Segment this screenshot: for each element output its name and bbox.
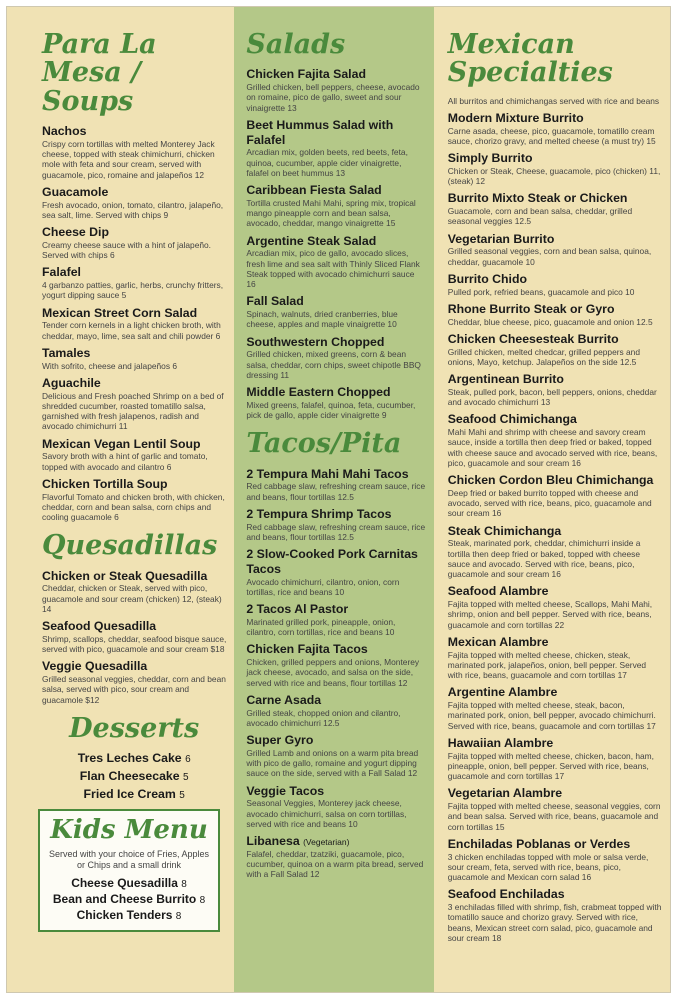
item-name: Cheese Quesadilla	[71, 875, 178, 890]
item-price: 8	[181, 878, 187, 890]
menu-item	[448, 232, 662, 267]
item-description: Flavorful Tomato and chicken broth, with chicken, cheddar, corn and bean salsa, corn chips and cooling guacamole 6	[42, 491, 225, 523]
item-name: 2 Tacos Al Pastor	[246, 602, 349, 617]
item-description: Arcadian mix, pico de gallo, avocado slices, fresh lime and sea salt with Thinly Sliced Flank Steak topped with avocado chimichurri sauce 16	[246, 248, 420, 290]
item-name: Modern Mixture Burrito	[447, 110, 584, 125]
menu-item	[246, 642, 425, 688]
item-description: Fresh avocado, onion, tomato, cilantro, jalapeño, sea salt, lime. Served with chips 9	[42, 199, 224, 220]
item-description: Steak, marinated pork, cheddar, chimichurri inside a tortilla then deep fried or baked, topped with cheese sauce and avocado. Served with rice, beans, pico, guacamole and sour cream 16	[447, 538, 641, 580]
menu-item	[448, 786, 662, 832]
menu-item	[448, 635, 662, 681]
section-title-salads: Salads	[246, 29, 346, 60]
item-name: Chicken or Steak Quesadilla	[42, 568, 208, 583]
dessert-item	[42, 769, 226, 783]
appetizer-list	[42, 124, 226, 522]
item-description: Carne asada, cheese, pico, guacamole, tomatillo cream sauce, chorizo gravy, and melted cheese (a must try) 15	[447, 125, 656, 146]
menu-item	[246, 234, 425, 290]
item-description: 3 enchiladas filled with shrimp, fish, crabmeat topped with tomatillo sauce and chorizo gravy. Served with rice, beans, Mexican street corn salad, pico, guacamole and sour cream 18	[447, 902, 662, 943]
menu-item	[448, 412, 662, 468]
kids-item	[46, 892, 212, 906]
menu-item	[246, 67, 425, 113]
section-title-desserts: Desserts	[69, 712, 200, 744]
menu-page	[6, 6, 671, 993]
vegetarian-tag: (Vegetarian)	[303, 837, 350, 848]
item-name: Vegetarian Burrito	[447, 231, 555, 246]
column-mexican-specialties	[434, 7, 670, 992]
menu-item	[42, 477, 226, 523]
item-name: Carne Asada	[246, 692, 322, 707]
menu-item	[448, 302, 662, 327]
menu-item	[448, 685, 662, 731]
item-name: 2 Tempura Shrimp Tacos	[246, 506, 392, 521]
item-description: Grilled seasonal veggies, corn and bean salsa, quinoa, cheddar, guacamole 10	[447, 246, 652, 267]
menu-item	[246, 784, 425, 830]
item-description: Delicious and Fresh poached Shrimp on a bed of shredded cucumber, roasted tomatillo salsa, garnished with fresh jalapenos, radish and avocado chimichurri 11	[42, 390, 224, 432]
item-description: Fajita topped with melted cheese, Scallops, Mahi Mahi, shrimp, onion and bell pepper. Served with rice, beans, guacamole and corn tortillas 22	[447, 599, 653, 630]
item-name: Seafood Alambre	[447, 584, 549, 599]
kids-menu-note: Served with your choice of Fries, Apples or Chips and a small drink	[48, 848, 210, 871]
specialties-note: All burritos and chimichangas served with rice and beans	[447, 95, 660, 106]
item-description: Steak, pulled pork, bacon, bell peppers, onions, cheddar and avocado chimichurri 13	[447, 386, 657, 408]
item-name: Nachos	[42, 124, 87, 139]
item-description: Grilled steak, chopped onion and cilantro, avocado chimichurri 12.5	[246, 707, 401, 728]
item-name: Seafood Chimichanga	[447, 412, 577, 427]
item-name: Burrito Mixto Steak or Chicken	[447, 191, 628, 206]
menu-item	[42, 225, 226, 260]
item-name: Rhone Burrito Steak or Gyro	[447, 301, 615, 316]
item-description: Guacamole, corn and bean salsa, cheddar, grilled seasonal veggies 12.5	[447, 206, 633, 227]
item-name: Argentine Alambre	[447, 685, 558, 700]
menu-item	[448, 111, 662, 146]
menu-item	[246, 118, 425, 178]
item-description: Cheddar, chicken or Steak, served with pico, guacamole and sour cream (chicken) 12, (steak) 14	[42, 583, 222, 614]
item-description: Shrimp, scallops, cheddar, seafood bisque sauce, served with pico, guacamole and sour cream $18	[42, 633, 227, 655]
item-name: Middle Eastern Chopped	[246, 385, 391, 400]
menu-item	[42, 185, 226, 220]
item-description: Falafel, cheddar, tzatziki, guacamole, pico, cucumber, quinoa on a warm pita bread, served with a Fall Salad 12	[246, 848, 424, 880]
item-description: Mahi Mahi and shrimp with cheese and savory cream sauce, inside a tortilla then deep fried or baked, topped with cheese sauce and avocado served with rice, beans, pico, guacamole and sour cream 16	[447, 427, 658, 468]
kids-menu-box	[38, 809, 220, 932]
menu-item	[42, 437, 226, 472]
item-name: Tamales	[42, 345, 91, 360]
item-description: Pulled pork, refried beans, guacamole and pico 10	[447, 286, 635, 297]
item-name: Steak Chimichanga	[447, 523, 562, 538]
taco-list	[246, 467, 425, 880]
item-description: Avocado chimichurri, cilantro, onion, corn tortillas, rice and beans 10	[246, 576, 400, 597]
menu-item	[448, 524, 662, 580]
kids-item	[46, 908, 212, 922]
item-name: Mexican Alambre	[447, 634, 549, 649]
item-name: Beet Hummus Salad with Falafel	[246, 117, 394, 147]
item-description: Grilled seasonal veggies, cheddar, corn and bean salsa, served with pico, sour cream and guacamole $12	[42, 674, 226, 705]
item-description: Red cabbage slaw, refreshing cream sauce, rice and beans, flour tortillas 12.5	[246, 521, 426, 542]
item-name: Veggie Quesadilla	[42, 659, 148, 674]
menu-item	[42, 346, 226, 371]
item-description: With sofrito, cheese and jalapeños 6	[42, 360, 178, 371]
item-name: Mexican Street Corn Salad	[42, 305, 198, 320]
item-description: Fajita topped with melted cheese, seasonal veggies, corn and bean salsa. Served with rice, beans, guacamole and corn tortillas 15	[447, 801, 661, 832]
item-price: 8	[175, 910, 182, 922]
item-name: Simply Burrito	[447, 151, 533, 166]
item-description: Red cabbage slaw, refreshing cream sauce, rice and beans, flour tortillas 12.5	[246, 481, 426, 502]
item-name: Flan Cheesecake	[79, 769, 180, 784]
item-name: Aguachile	[42, 375, 101, 390]
item-description: Crispy corn tortillas with melted Monterey Jack cheese, topped with steak chimichurri, chicken mole with feta and sour cream, served with guacamole, pico, romaine and jalapeños 12	[42, 138, 215, 180]
item-description: Fajita topped with melted cheese, steak, bacon, marinated pork, onion, bell pepper, avocado chimichurri. Served with rice, beans, guacamole and corn tortillas 17	[447, 700, 656, 731]
item-name: Argentine Steak Salad	[246, 233, 377, 248]
item-name: Cheese Dip	[42, 225, 109, 240]
item-name: Seafood Quesadilla	[42, 619, 157, 634]
item-description: Cheddar, blue cheese, pico, guacamole and onion 12.5	[447, 316, 653, 327]
menu-item	[246, 693, 425, 728]
item-description: Tortilla crusted Mahi Mahi, spring mix, tropical mango pineapple corn and bean salsa, avocado, cheddar, mango vinaigrette 15	[246, 197, 416, 229]
item-description: 3 chicken enchiladas topped with mole or salsa verde, sour cream, feta, served with rice, beans, pico, guacamole and Mexican corn salad 16	[447, 851, 649, 883]
menu-item	[246, 834, 425, 880]
menu-item	[448, 332, 662, 367]
item-name: Super Gyro	[246, 733, 314, 748]
item-description: Spinach, walnuts, dried cranberries, blue cheese, apples and maple vinaigrette 10	[246, 309, 398, 330]
item-name	[246, 834, 425, 849]
menu-item	[42, 619, 226, 654]
item-name: Caribbean Fiesta Salad	[246, 183, 382, 198]
column-appetizers	[7, 7, 234, 992]
item-name: Falafel	[42, 265, 81, 280]
item-name: Chicken Fajita Salad	[246, 67, 366, 82]
item-name: Guacamole	[42, 184, 109, 199]
menu-item	[448, 887, 662, 943]
item-description: Savory broth with a hint of garlic and tomato, topped with avocado and cilantro 6	[42, 451, 208, 472]
menu-item	[448, 372, 662, 407]
item-name: Mexican Vegan Lentil Soup	[42, 436, 201, 451]
dessert-item	[42, 787, 226, 801]
kids-item	[46, 876, 212, 890]
item-name: Fall Salad	[246, 294, 304, 309]
salad-list	[246, 67, 425, 420]
item-price: 8	[199, 894, 206, 906]
item-name: Chicken Cordon Bleu Chimichanga	[447, 473, 654, 488]
menu-item	[448, 191, 662, 226]
item-price: 6	[185, 754, 191, 766]
menu-item	[246, 183, 425, 229]
item-name: Enchiladas Poblanas or Verdes	[447, 836, 631, 851]
item-name: Vegetarian Alambre	[447, 786, 563, 801]
menu-item	[448, 584, 662, 630]
item-description: Arcadian mix, golden beets, red beets, feta, quinoa, cucumber, apple cider vinaigrette, falafel on beet hummus 13	[246, 147, 408, 178]
item-name: 2 Slow-Cooked Pork Carnitas Tacos	[246, 547, 418, 576]
menu-item	[42, 124, 226, 180]
item-description: Seasonal Veggies, Monterey jack cheese, avocado chimichurri, salsa on corn tortillas, served with rice and beans 10	[246, 798, 407, 829]
specialties-list	[448, 111, 662, 943]
menu-item	[246, 733, 425, 779]
menu-item	[42, 265, 226, 300]
menu-item	[448, 272, 662, 297]
item-name: Burrito Chido	[447, 271, 527, 286]
item-name: Chicken Fajita Tacos	[246, 642, 368, 657]
section-title-mexican-specialties: Mexican Specialties	[447, 29, 613, 89]
menu-item	[42, 569, 226, 615]
item-description: 4 garbanzo patties, garlic, herbs, crunchy fritters, yogurt dipping sauce 5	[42, 280, 224, 301]
item-price: 5	[183, 772, 189, 784]
item-description: Deep fried or baked burrito topped with cheese and avocado, served with rice, beans, pico, guacamole and sour cream 16	[447, 487, 652, 519]
menu-item	[246, 602, 425, 637]
section-title-para-la-mesa: Para La Mesa / Soups	[42, 29, 157, 117]
menu-item	[448, 473, 662, 519]
menu-item	[42, 659, 226, 705]
item-description: Chicken or Steak, Cheese, guacamole, pico (chicken) 11, (steak) 12	[447, 165, 661, 187]
item-description: Mixed greens, falafel, quinoa, feta, cucumber, pick de gallo, apple cider vinaigrette 9	[246, 399, 416, 421]
item-name: Argentinean Burrito	[447, 372, 564, 387]
item-description: Grilled Lamb and onions on a warm pita bread with pico de gallo, romaine and yogurt dipping sauce on the side, served with a Fall Salad 12	[246, 747, 419, 779]
menu-item	[42, 376, 226, 432]
item-price: 5	[179, 790, 185, 802]
menu-item	[246, 385, 425, 420]
item-name: Fried Ice Cream	[83, 787, 176, 802]
item-description: Grilled chicken, bell peppers, cheese, avocado on romaine, pico de gallo, sweet and sour vinaigrette 13	[246, 82, 420, 113]
item-description: Fajita topped with melted cheese, chicken, steak, marinated pork, jalapeños, onion, bell pepper. Served with rice, beans, guacamole and corn tortillas 17	[447, 649, 647, 681]
menu-item	[42, 306, 226, 341]
item-description: Chicken, grilled peppers and onions, Monterey jack cheese, avocado, and salsa on the side, served with rice and beans, flour tortillas 12	[246, 657, 420, 688]
section-title-tacos-pita: Tacos/Pita	[246, 428, 402, 460]
item-name-text: Libanesa	[246, 834, 300, 849]
item-description: Tender corn kernels in a light chicken broth, with cheddar, mayo, lime, sea salt and chili powder 6	[42, 320, 221, 341]
menu-item	[448, 151, 662, 186]
column-salads-tacos	[234, 7, 433, 992]
item-name: 2 Tempura Mahi Mahi Tacos	[246, 466, 409, 481]
menu-item	[246, 294, 425, 329]
menu-item	[246, 467, 425, 502]
item-description: Marinated grilled pork, pineapple, onion, cilantro, corn tortillas, rice and beans 10	[246, 616, 396, 638]
item-name: Chicken Cheesesteak Burrito	[447, 331, 619, 346]
dessert-list	[42, 751, 226, 801]
item-description: Grilled chicken, mixed greens, corn & bean salsa, cheddar, corn chips, sweet chipotle BBQ dressing 11	[246, 349, 421, 380]
item-description: Grilled chicken, melted chedcar, grilled peppers and onions, Mayo, ketchup. Jalapeños on the side 12.5	[447, 346, 640, 367]
menu-item	[246, 335, 425, 381]
item-name: Hawaiian Alambre	[447, 735, 554, 750]
menu-item	[246, 547, 425, 597]
menu-item	[448, 837, 662, 883]
item-name: Veggie Tacos	[246, 783, 325, 798]
item-name: Chicken Tortilla Soup	[42, 476, 168, 491]
item-name: Chicken Tenders	[76, 907, 173, 922]
item-description: Fajita topped with melted cheese, chicken, bacon, ham, pineapple, onion, bell pepper. Served with rice, beans, guacamole and corn tortillas 17	[447, 750, 654, 782]
item-name: Southwestern Chopped	[246, 334, 385, 349]
quesadilla-list	[42, 569, 226, 705]
item-description: Creamy cheese sauce with a hint of jalapeño. Served with chips 6	[42, 239, 211, 261]
item-name: Seafood Enchiladas	[447, 887, 565, 902]
item-name: Tres Leches Cake	[77, 751, 182, 766]
section-title-kids-menu: Kids Menu	[50, 815, 208, 846]
menu-item	[246, 507, 425, 542]
dessert-item	[42, 751, 226, 765]
section-title-quesadillas: Quesadillas	[42, 530, 218, 562]
item-name: Bean and Cheese Burrito	[52, 891, 197, 906]
menu-item	[448, 736, 662, 782]
